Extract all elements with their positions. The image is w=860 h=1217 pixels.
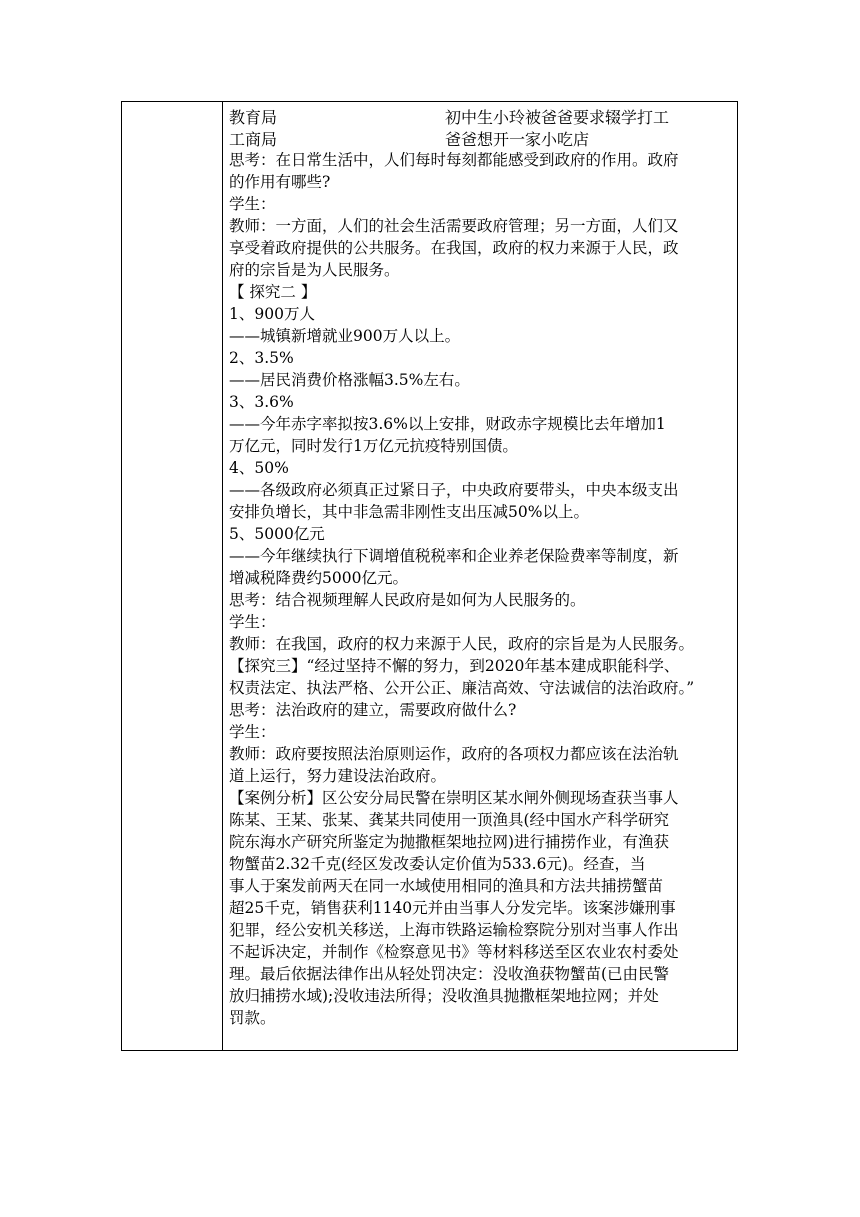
text-line: 学生： (229, 195, 276, 213)
text-line: 思考：结合视频理解人民政府是如何为人民服务的。 (229, 591, 586, 609)
text-line: 安排负增长，其中非急需非刚性支出压减50%以上。 (229, 503, 589, 521)
text-line: 4、50% (229, 459, 289, 477)
text-line: 思考：在日常生活中，人们每时每刻都能感受到政府的作用。政府 (229, 151, 679, 169)
row-left-text: 教育局 (229, 108, 278, 127)
text-line: 5、5000亿元 (229, 525, 325, 543)
text-line: 增减税降费约5000亿元。 (229, 569, 408, 587)
text-line: 教师：在我国，政府的权力来源于人民，政府的宗旨是为人民服务。 (229, 635, 695, 653)
text-line: 放归捕捞水域);没收违法所得；没收渔具抛撒框架地拉网；并处 (229, 987, 659, 1005)
text-line: 1、900万人 (229, 305, 315, 323)
row-right-text: 爸爸想开一家小吃店 (445, 130, 590, 149)
text-line: 享受着政府提供的公共服务。在我国，政府的权力来源于人民，政 (229, 239, 679, 257)
text-line: 超25千克，销售获利1140元并由当事人分发完毕。该案涉嫌刑事 (229, 899, 676, 917)
text-line: 教师：一方面，人们的社会生活需要政府管理；另一方面，人们又 (229, 217, 679, 235)
paired-row (229, 127, 734, 149)
text-line: 陈某、王某、张某、龚某共同使用一顶渔具(经中国水产科学研究 (229, 811, 670, 829)
text-line: 思考：法治政府的建立，需要政府做什么? (229, 701, 517, 719)
text-line: ——今年赤字率拟按3.6%以上安排，财政赤字规模比去年增加1 (229, 415, 666, 433)
table-left-column (122, 102, 223, 1050)
text-line: 府的宗旨是为人民服务。 (229, 261, 400, 279)
text-line: 【案例分析】区公安分局民警在崇明区某水闸外侧现场查获当事人 (229, 789, 679, 807)
lesson-table (121, 101, 738, 1051)
text-line: 学生： (229, 723, 276, 741)
text-line: 2、3.5% (229, 349, 294, 367)
row-left-text: 工商局 (229, 130, 278, 149)
text-line: 【探究三】“经过坚持不懈的努力，到2020年基本建成职能科学、 (229, 657, 680, 675)
text-line: 犯罪，经公安机关移送，上海市铁路运输检察院分别对当事人作出 (229, 921, 679, 939)
text-line: ——今年继续执行下调增值税税率和企业养老保险费率等制度，新 (229, 547, 679, 565)
table-content-cell (229, 105, 734, 1029)
text-line: 权责法定、执法严格、公开公正、廉洁高效、守法诚信的法治政府。” (229, 679, 695, 697)
text-line: 教师：政府要按照法治原则运作，政府的各项权力都应该在法治轨 (229, 745, 679, 763)
text-line: 3、3.6% (229, 393, 294, 411)
text-line: 【 探究二 】 (229, 283, 317, 301)
text-line: 道上运行，努力建设法治政府。 (229, 767, 447, 785)
text-line: 理。最后依据法律作出从轻处罚决定：没收渔获物蟹苗(已由民警 (229, 965, 670, 983)
text-line: ——城镇新增就业900万人以上。 (229, 327, 461, 345)
text-line: 事人于案发前两天在同一水域使用相同的渔具和方法共捕捞蟹苗 (229, 877, 664, 895)
text-lines (229, 149, 734, 1029)
text-line: 的作用有哪些? (229, 173, 331, 191)
text-line: 院东海水产研究所鉴定为抛撒框架地拉网)进行捕捞作业，有渔获 (229, 833, 670, 851)
text-line: ——各级政府必须真正过紧日子，中央政府要带头，中央本级支出 (229, 481, 679, 499)
text-line: 学生： (229, 613, 276, 631)
text-line: 罚款。 (229, 1009, 276, 1027)
text-line: 万亿元，同时发行1万亿元抗疫特别国债。 (229, 437, 518, 455)
text-line: 不起诉决定，并制作《检察意见书》等材料移送至区农业农村委处 (229, 943, 679, 961)
text-line: 物蟹苗2.32千克(经区发改委认定价值为533.6元)。经查，当 (229, 855, 646, 873)
text-line: ——居民消费价格涨幅3.5%左右。 (229, 371, 470, 389)
paired-row (229, 105, 734, 127)
row-right-text: 初中生小玲被爸爸要求辍学打工 (445, 108, 670, 127)
